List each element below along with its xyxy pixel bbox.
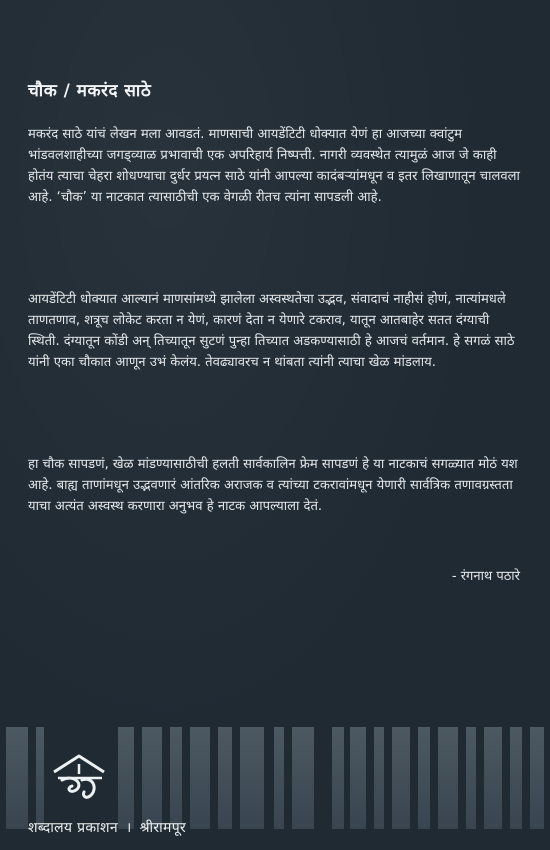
publisher-logo-icon <box>48 750 110 810</box>
book-title: चौक / मकरंद साठे <box>28 81 152 101</box>
blurb-paragraph-1: मकरंद साठे यांचं लेखन मला आवडतं. माणसाची आयडेंटिटी धोक्यात येणं हा आजच्या क्वांटुम भांडवलशाहीच्या जगड्व्याळ प्रभावाची एक अपरिहार्य निष्पत्ती. नागरी व्यवस्थेत त्यामुळं आज जे काही होतंय त्याचा चेहरा शोधण्याचा दुर्धर प्रयत्न साठे यांनी आपल्या कादंबऱ्यांमधून व इतर लिखाणातून चालवला आहे. ‘चौक’ या नाटकात त्यासाठीची एक वेगळी रीतच त्यांना सापडली आहे. <box>28 127 520 205</box>
publisher-name: शब्दालय प्रकाशन <box>28 820 118 836</box>
publisher-city: श्रीरामपूर <box>139 820 187 836</box>
blurb-paragraph-2: आयडेंटिटी धोक्यात आल्यानं माणसांमध्ये झालेला अस्वस्थतेचा उद्भव, संवादाचं नाहीसं होणं, नात्यांमधले ताणतणाव, शत्रूच लोकेट करता न येणं, कारणं देता न येणारे टकराव, यातून आतबाहेर सतत दंग्याची स्थिती. दंग्यातून कोंडी अन्‌ तिच्यातून सुटणं पुन्हा तिच्यात अडकण्यासाठी हे आजचं वर्तमान. हे सगळं साठे यांनी एका चौकात आणून उभं केलंय. तेवढ्यावरच न थांबता त्यांनी त्याचा खेळ मांडलाय. <box>28 292 515 370</box>
publisher-separator: । <box>125 820 132 836</box>
reviewer-signature: - रंगनाथ पठारे <box>451 569 520 584</box>
blurb-paragraph-3: हा चौक सापडणं, खेळ मांडण्यासाठीची हलती सार्वकालिन फ्रेम सापडणं हे या नाटकाचं सगळ्यात मोठं यश आहे. बाह्य ताणांमधून उद्भवणारं आंतरिक अराजक व त्यांच्या टकरावांमधून येणारी सार्वत्रिक तणावग्रस्तता याचा अत्यंत अस्वस्थ करणारा अनुभव हे नाटक आपल्याला देतं. <box>28 457 518 514</box>
publisher-line <box>28 818 186 837</box>
